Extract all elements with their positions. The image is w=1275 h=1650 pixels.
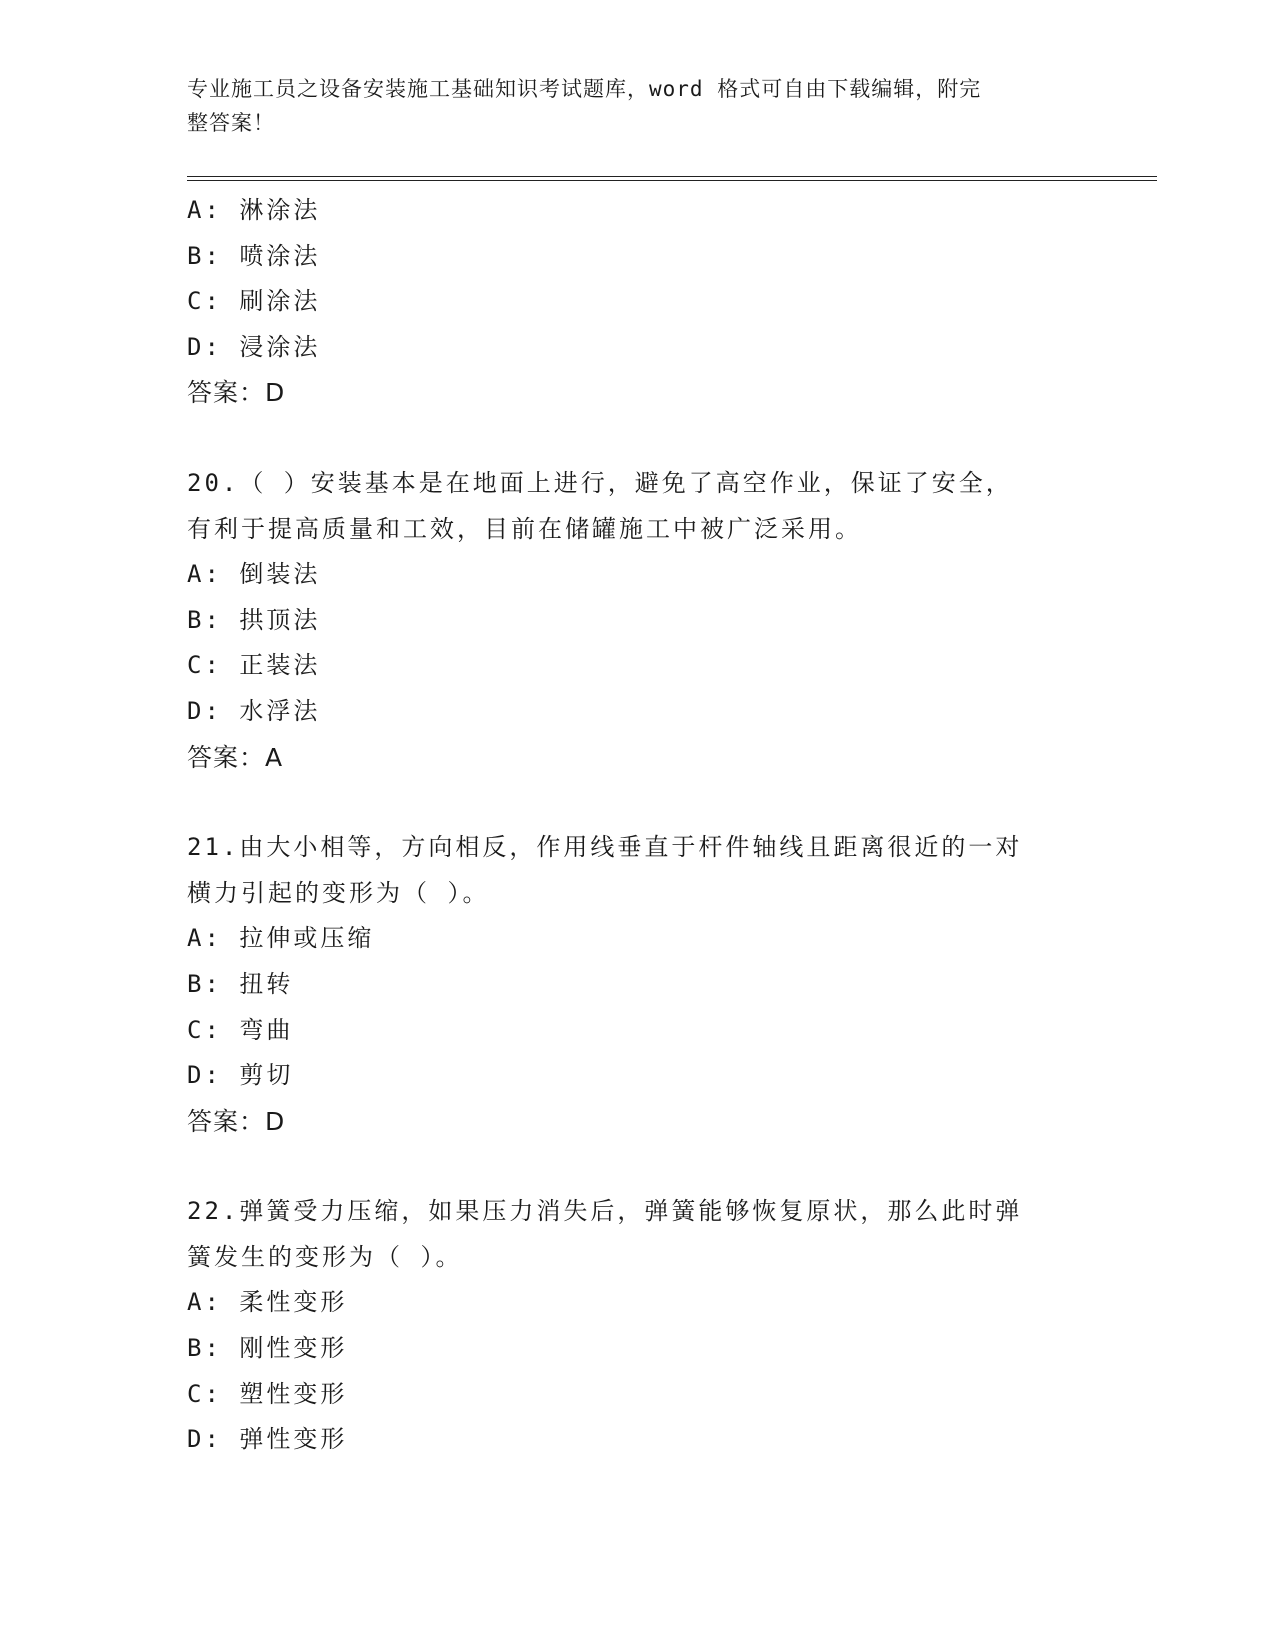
option-a: A: 柔性变形	[187, 1288, 348, 1317]
option-d: D: 剪切	[187, 1061, 294, 1090]
option-b: B: 刚性变形	[187, 1334, 348, 1363]
question-20	[187, 461, 1087, 780]
option-b: B: 扭转	[187, 969, 294, 998]
question-19-continued	[187, 188, 1087, 416]
answer-line: 答案：D	[187, 1106, 286, 1136]
question-stem-line: 横力引起的变形为（ ）。	[187, 878, 490, 907]
question-stem-line: 20.（ ）安装基本是在地面上进行，避免了高空作业，保证了安全，	[187, 468, 1013, 497]
header-line-2: 整答案！	[187, 111, 275, 135]
document-header	[187, 72, 1087, 140]
option-c: C: 刷涂法	[187, 287, 321, 316]
document-page	[187, 0, 1157, 1650]
question-stem-line: 22.弹簧受力压缩，如果压力消失后，弹簧能够恢复原状，那么此时弹	[187, 1197, 1023, 1226]
answer-line: 答案：D	[187, 378, 286, 408]
option-d: D: 浸涂法	[187, 332, 321, 361]
option-a: A: 倒装法	[187, 560, 321, 589]
option-a: A: 淋涂法	[187, 196, 321, 224]
answer-line: 答案：A	[187, 742, 284, 772]
option-b: B: 喷涂法	[187, 241, 321, 270]
question-21	[187, 825, 1087, 1144]
question-stem-line: 簧发生的变形为（ ）。	[187, 1242, 463, 1271]
option-a: A: 拉伸或压缩	[187, 924, 375, 953]
option-d: D: 水浮法	[187, 696, 321, 725]
question-stem-line: 21.由大小相等，方向相反，作用线垂直于杆件轴线且距离很近的一对	[187, 833, 1023, 862]
question-22	[187, 1189, 1087, 1463]
option-b: B: 拱顶法	[187, 605, 321, 634]
header-line-1: 专业施工员之设备安装施工基础知识考试题库，word 格式可自由下载编辑，附完	[187, 77, 982, 101]
option-c: C: 弯曲	[187, 1015, 294, 1044]
header-divider	[187, 176, 1157, 181]
option-c: C: 塑性变形	[187, 1379, 348, 1408]
option-c: C: 正装法	[187, 651, 321, 680]
question-stem-line: 有利于提高质量和工效，目前在储罐施工中被广泛采用。	[187, 514, 862, 543]
option-d: D: 弹性变形	[187, 1425, 348, 1454]
question-list	[187, 188, 1087, 1463]
